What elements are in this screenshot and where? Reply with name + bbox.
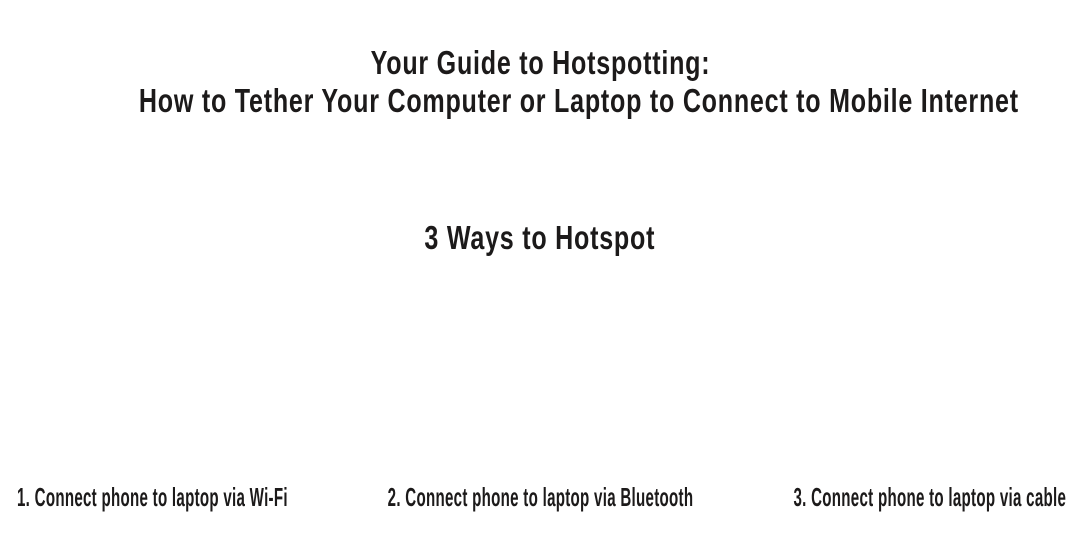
caption-cable bbox=[596, 482, 1066, 512]
slide-title bbox=[0, 44, 1080, 120]
caption-cable-text: 3. Connect phone to laptop via cable bbox=[793, 482, 1066, 512]
title-line-2 bbox=[0, 82, 1080, 120]
title-line-1-text: Your Guide to Hotspotting: bbox=[370, 44, 710, 81]
title-line-1 bbox=[0, 44, 1080, 82]
title-line-2-text: How to Tether Your Computer or Laptop to Connect to Mobile Internet bbox=[138, 82, 1019, 119]
caption-bluetooth-text: 2. Connect phone to laptop via Bluetooth bbox=[387, 482, 693, 512]
caption-wifi-text: 1. Connect phone to laptop via Wi-Fi bbox=[17, 482, 288, 512]
section-heading bbox=[0, 219, 1080, 257]
section-heading-text: 3 Ways to Hotspot bbox=[424, 219, 656, 256]
